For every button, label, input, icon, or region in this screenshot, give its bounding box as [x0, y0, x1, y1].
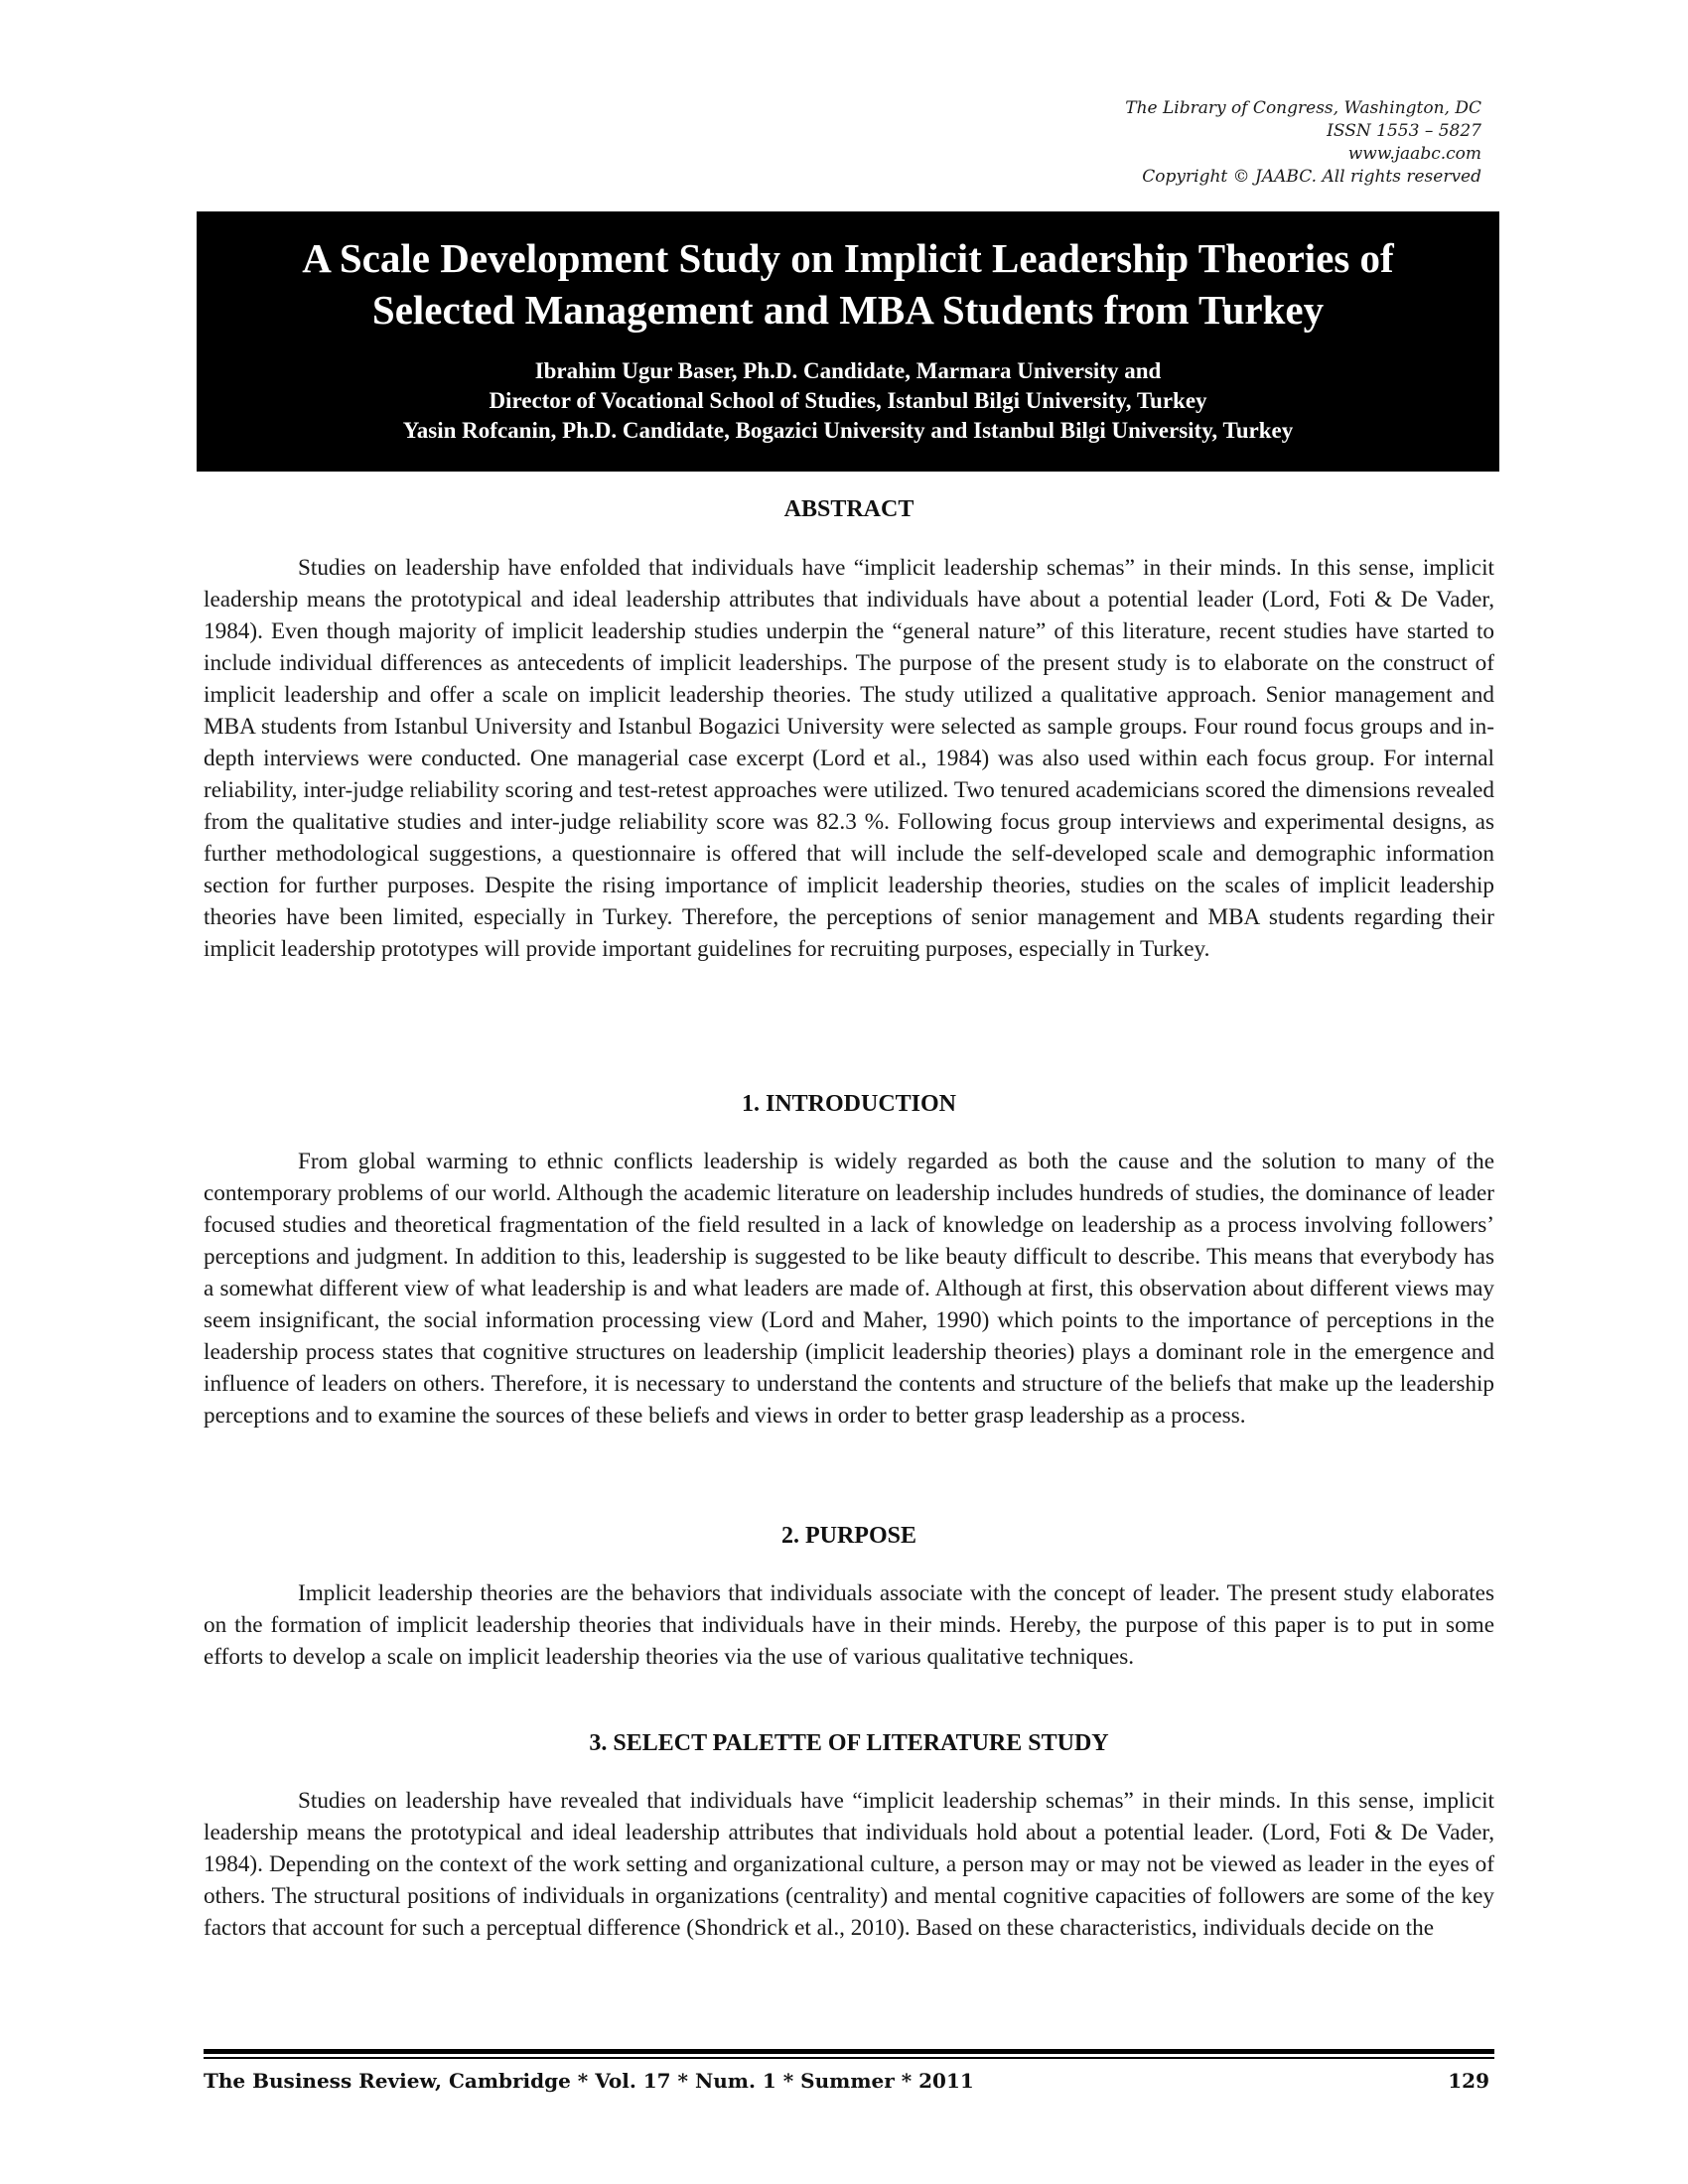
- journal-info-library: The Library of Congress, Washington, DC: [1125, 98, 1481, 118]
- journal-info-issn: ISSN 1553 – 5827: [1327, 121, 1481, 141]
- paper-title-line-2: Selected Management and MBA Students from Turkey: [371, 287, 1325, 333]
- purpose-heading: 2. PURPOSE: [780, 1523, 916, 1549]
- literature-text: Studies on leadership have revealed that individuals have “implicit leadership schemas” in their minds. In this sense, implicit leadership means the prototypical and ideal leadership attributes that individuals hold about a potential leader. (Lord, Foti & De Vader, 1984). Depending on the context of the work setting and organizational culture, a person may or may not be viewed as leader in the eyes of others. The structural positions of individuals in organizations (centrality) and mental cognitive capacities of followers are some of the key factors that account for such a perceptual difference (Shondrick et al., 2010). Based on these characteristics, individuals decide on the: [204, 1788, 1494, 1941]
- journal-info: [886, 97, 1481, 189]
- abstract-text: Studies on leadership have enfolded that individuals have “implicit leadership schemas” in their minds. In this sense, implicit leadership means the prototypical and ideal leadership attributes that individuals have about a potential leader (Lord, Foti & De Vader, 1984). Even though majority of implicit leadership studies underpin the “general nature” of this literature, recent studies have started to include individual differences as antecedents of implicit leaderships. The purpose of the present study is to elaborate on the construct of implicit leadership and offer a scale on implicit leadership theories. The study utilized a qualitative approach. Senior management and MBA students from Istanbul University and Istanbul Bogazici University were selected as sample groups. Four round focus groups and in-depth interviews were conducted. One managerial case excerpt (Lord et al., 1984) was also used within each focus group. For internal reliability, inter-judge reliability scoring and test-retest approaches were utilized. Two tenured academicians scored the dimensions revealed from the qualitative studies and inter-judge reliability score was 82.3 %. Following focus group interviews and experimental designs, as further methodological suggestions, a questionnaire is offered that will include the self-developed scale and demographic information section for further purposes. Despite the rising importance of implicit leadership theories, studies on the scales of implicit leadership theories have been limited, especially in Turkey. Therefore, the perceptions of senior management and MBA students regarding their implicit leadership prototypes will provide important guidelines for recruiting purposes, especially in Turkey.: [204, 555, 1494, 962]
- journal-info-website: www.jaabc.com: [1347, 144, 1481, 164]
- author-line-1: Ibrahim Ugur Baser, Ph.D. Candidate, Marmara University and: [534, 358, 1162, 383]
- introduction-heading: 1. INTRODUCTION: [741, 1091, 957, 1117]
- author-line-2: Director of Vocational School of Studies, Istanbul Bilgi University, Turkey: [489, 388, 1207, 413]
- journal-info-copyright: Copyright © JAABC. All rights reserved: [1142, 167, 1481, 187]
- abstract-heading: ABSTRACT: [783, 496, 914, 522]
- paper-title-line-1: A Scale Development Study on Implicit Leadership Theories of: [302, 235, 1394, 281]
- title-banner: [197, 211, 1499, 472]
- paper-title: [197, 232, 1499, 336]
- footer-divider-thick: [204, 2049, 1494, 2054]
- footer-journal-citation: The Business Review, Cambridge * Vol. 17 * Num. 1 * Summer * 2011: [204, 2069, 974, 2093]
- footer-divider-thin: [204, 2057, 1494, 2059]
- purpose-text: Implicit leadership theories are the behaviors that individuals associate with the concept of leader. The present study elaborates on the formation of implicit leadership theories that individuals have in their minds. Hereby, the purpose of this paper is to put in some efforts to develop a scale on implicit leadership theories via the use of various qualitative techniques.: [204, 1580, 1494, 1670]
- literature-heading: 3. SELECT PALETTE OF LITERATURE STUDY: [589, 1730, 1109, 1756]
- author-list: [197, 356, 1499, 446]
- page-number: 129: [1448, 2069, 1489, 2093]
- introduction-text: From global warming to ethnic conflicts leadership is widely regarded as both the cause and the solution to many of the contemporary problems of our world. Although the academic literature on leadership includes hundreds of studies, the dominance of leader focused studies and theoretical fragmentation of the field resulted in a lack of knowledge on leadership as a process involving followers’ perceptions and judgment. In addition to this, leadership is suggested to be like beauty difficult to describe. This means that everybody has a somewhat different view of what leadership is and what leaders are made of. Although at first, this observation about different views may seem insignificant, the social information processing view (Lord and Maher, 1990) which points to the importance of perceptions in the leadership process states that cognitive structures on leadership (implicit leadership theories) plays a dominant role in the emergence and influence of leaders on others. Therefore, it is necessary to understand the contents and structure of the beliefs that make up the leadership perceptions and to examine the sources of these beliefs and views in order to better grasp leadership as a process.: [204, 1149, 1494, 1429]
- author-line-3: Yasin Rofcanin, Ph.D. Candidate, Bogazici University and Istanbul Bilgi University, Turkey: [402, 418, 1294, 443]
